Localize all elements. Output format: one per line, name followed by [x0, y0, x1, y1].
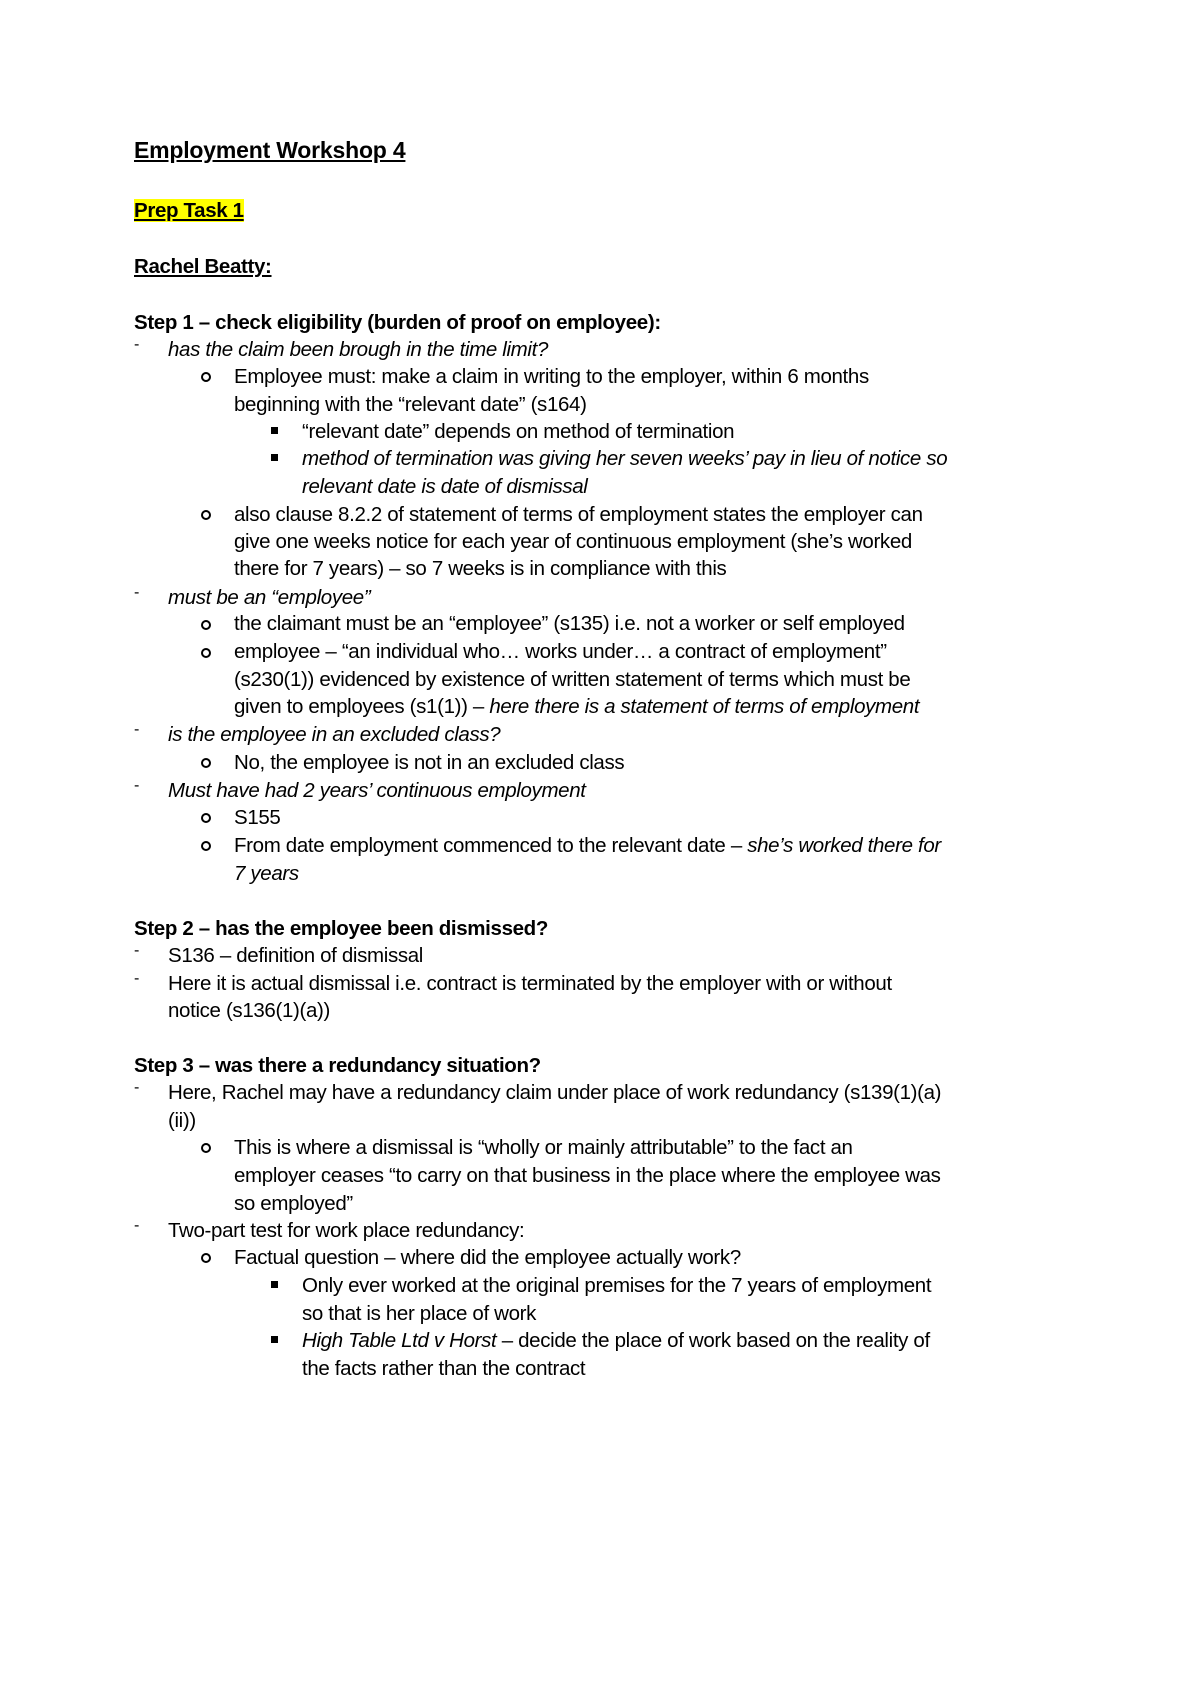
step1-q2-a1: the claimant must be an “employee” (s135) i.e. not a worker or self employed	[234, 612, 905, 635]
step3-point1-a1-line1: This is where a dismissal is “wholly or mainly attributable” to the fact an	[234, 1136, 853, 1159]
step1-q4-a1: S155	[234, 806, 281, 829]
square-bullet-icon	[271, 1336, 278, 1343]
step3-heading: Step 3 – was there a redundancy situation?	[134, 1054, 541, 1077]
step3-point2-a1-sub1-line2: so that is her place of work	[302, 1302, 537, 1325]
dash-bullet-icon: -	[134, 970, 140, 987]
step1-q3-a1: No, the employee is not in an excluded class	[234, 751, 625, 774]
document-title: Employment Workshop 4	[134, 137, 406, 163]
step3-point2: Two-part test for work place redundancy:	[168, 1219, 525, 1242]
step1-q3: is the employee in an excluded class?	[168, 723, 501, 746]
dash-bullet-icon: -	[134, 777, 140, 794]
step1-heading: Step 1 – check eligibility (burden of proof on employee):	[134, 311, 661, 334]
step2-heading: Step 2 – has the employee been dismissed?	[134, 917, 549, 940]
dash-bullet-icon: -	[134, 1079, 140, 1096]
person-heading: Rachel Beatty:	[134, 255, 272, 278]
dash-bullet-icon: -	[134, 336, 140, 353]
step1-q2-a2-line2: (s230(1)) evidenced by existence of written statement of terms which must be	[234, 668, 911, 691]
step1-q2: must be an “employee”	[168, 586, 371, 609]
step1-q4-a2-line1	[234, 832, 941, 860]
circle-bullet-icon	[201, 813, 211, 823]
circle-bullet-icon	[201, 372, 211, 382]
step3-point1-a1-line3: so employed”	[234, 1192, 353, 1215]
square-bullet-icon	[271, 454, 278, 461]
step3-point1-line1: Here, Rachel may have a redundancy claim under place of work redundancy (s139(1)(a)	[168, 1081, 942, 1104]
step1-q2-a2-line3	[234, 693, 919, 721]
step3-point2-a1-sub1-line1: Only ever worked at the original premises for the 7 years of employment	[302, 1274, 932, 1297]
step3-point2-a1: Factual question – where did the employee actually work?	[234, 1246, 741, 1269]
step3-point2-a1-sub2-line1	[302, 1327, 930, 1355]
circle-bullet-icon	[201, 758, 211, 768]
dash-bullet-icon: -	[134, 942, 140, 959]
circle-bullet-icon	[201, 648, 211, 658]
step1-q1: has the claim been brough in the time limit?	[168, 338, 549, 361]
step1-q1-a1-sub1: “relevant date” depends on method of termination	[302, 420, 735, 443]
step1-q4-a2-line2: 7 years	[234, 862, 299, 885]
step2-point2-line1: Here it is actual dismissal i.e. contract is terminated by the employer with or without	[168, 972, 892, 995]
step1-q1-a1-sub2-line2: relevant date is date of dismissal	[302, 475, 588, 498]
step1-q4-a2-line1-italic: she’s worked there for	[747, 834, 941, 857]
circle-bullet-icon	[201, 620, 211, 630]
circle-bullet-icon	[201, 510, 211, 520]
step1-q1-a2-line2: give one weeks notice for each year of continuous employment (she’s worked	[234, 530, 912, 553]
step3-point1-line2: (ii))	[168, 1109, 196, 1132]
case-description: – decide the place of work based on the reality of	[496, 1329, 930, 1352]
circle-bullet-icon	[201, 1253, 211, 1263]
prep-task-heading	[134, 197, 244, 225]
square-bullet-icon	[271, 1281, 278, 1288]
step1-q4: Must have had 2 years’ continuous employment	[168, 779, 586, 802]
step2-point1: S136 – definition of dismissal	[168, 944, 424, 967]
step1-q1-a2-line1: also clause 8.2.2 of statement of terms of employment states the employer can	[234, 503, 923, 526]
dash-bullet-icon: -	[134, 584, 140, 601]
square-bullet-icon	[271, 427, 278, 434]
circle-bullet-icon	[201, 841, 211, 851]
step1-q1-a1-line2: beginning with the “relevant date” (s164)	[234, 393, 587, 416]
step1-q1-a1-sub2-line1: method of termination was giving her seven weeks’ pay in lieu of notice so	[302, 447, 948, 470]
step1-q2-a2-line3-italic: here there is a statement of terms of employment	[489, 695, 920, 718]
dash-bullet-icon: -	[134, 1217, 140, 1234]
step1-q1-a2-line3: there for 7 years) – so 7 weeks is in compliance with this	[234, 557, 727, 580]
step3-point2-a1-sub2-line2: the facts rather than the contract	[302, 1357, 586, 1380]
step1-q2-a2-line3-text: given to employees (s1(1)) –	[234, 695, 490, 718]
case-name: High Table Ltd v Horst	[302, 1329, 497, 1352]
step1-q2-a2-line1: employee – “an individual who… works under… a contract of employment”	[234, 640, 887, 663]
step3-point1-a1-line2: employer ceases “to carry on that business in the place where the employee was	[234, 1164, 941, 1187]
prep-task-label: Prep Task 1	[134, 199, 244, 222]
dash-bullet-icon: -	[134, 721, 140, 738]
step2-point2-line2: notice (s136(1)(a))	[168, 999, 330, 1022]
circle-bullet-icon	[201, 1143, 211, 1153]
step1-q1-a1-line1: Employee must: make a claim in writing to the employer, within 6 months	[234, 365, 869, 388]
step1-q4-a2-line1-text: From date employment commenced to the relevant date –	[234, 834, 748, 857]
